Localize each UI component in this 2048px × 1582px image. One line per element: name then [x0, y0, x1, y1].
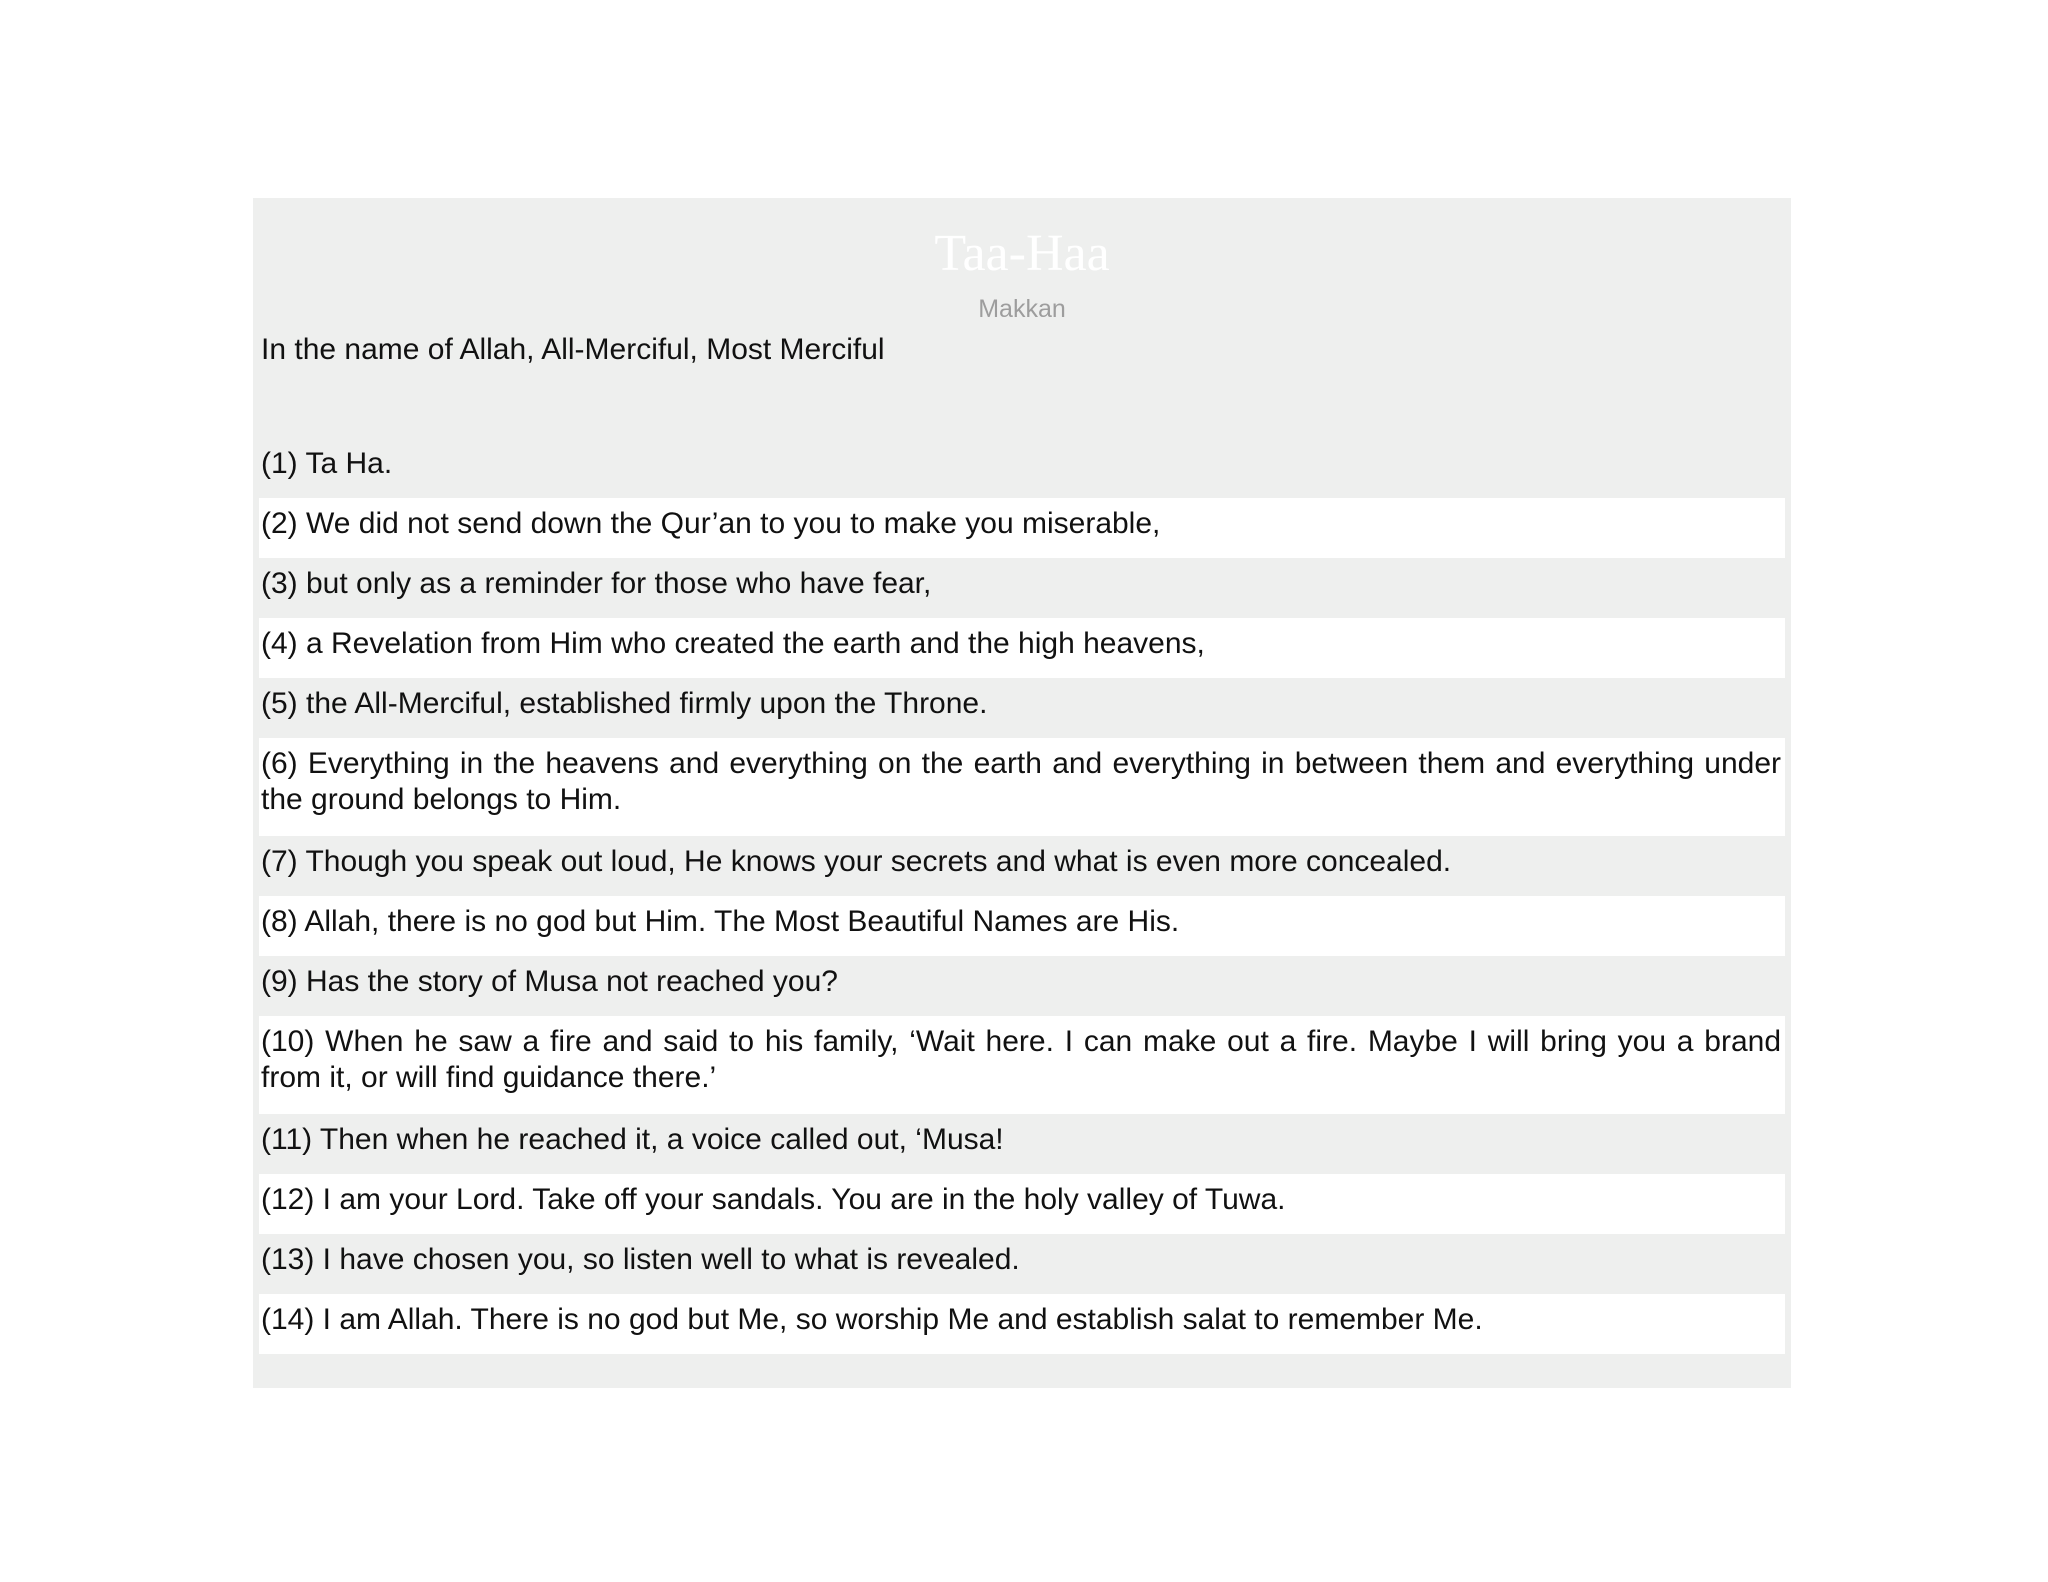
- verse-5: (5) the All-Merciful, established firmly upon the Throne.: [259, 678, 1785, 738]
- surah-title: Taa-Haa: [934, 225, 1110, 282]
- verse-13: (13) I have chosen you, so listen well to what is revealed.: [259, 1234, 1785, 1294]
- bismillah-text: In the name of Allah, All-Merciful, Most Merciful: [261, 333, 885, 366]
- verse-3: (3) but only as a reminder for those who have fear,: [259, 558, 1785, 618]
- verse-6: (6) Everything in the heavens and everything on the earth and everything in between them and everything under the ground belongs to Him.: [259, 738, 1785, 836]
- verse-11: (11) Then when he reached it, a voice called out, ‘Musa!: [259, 1114, 1785, 1174]
- verse-1: (1) Ta Ha.: [259, 438, 1785, 498]
- surah-revelation-type: Makkan: [978, 295, 1066, 323]
- verse-14: (14) I am Allah. There is no god but Me, so worship Me and establish salat to remember Me.: [259, 1294, 1785, 1354]
- verse-12: (12) I am your Lord. Take off your sandals. You are in the holy valley of Tuwa.: [259, 1174, 1785, 1234]
- verse-10: (10) When he saw a fire and said to his family, ‘Wait here. I can make out a fire. Maybe I will bring you a brand from it, or will find guidance there.’: [259, 1016, 1785, 1114]
- verse-4: (4) a Revelation from Him who created the earth and the high heavens,: [259, 618, 1785, 678]
- verse-list: [259, 438, 1785, 1354]
- verse-8: (8) Allah, there is no god but Him. The Most Beautiful Names are His.: [259, 896, 1785, 956]
- document-page: [253, 198, 1791, 1388]
- verse-9: (9) Has the story of Musa not reached you?: [259, 956, 1785, 1016]
- verse-2: (2) We did not send down the Qur’an to you to make you miserable,: [259, 498, 1785, 558]
- verse-7: (7) Though you speak out loud, He knows your secrets and what is even more concealed.: [259, 836, 1785, 896]
